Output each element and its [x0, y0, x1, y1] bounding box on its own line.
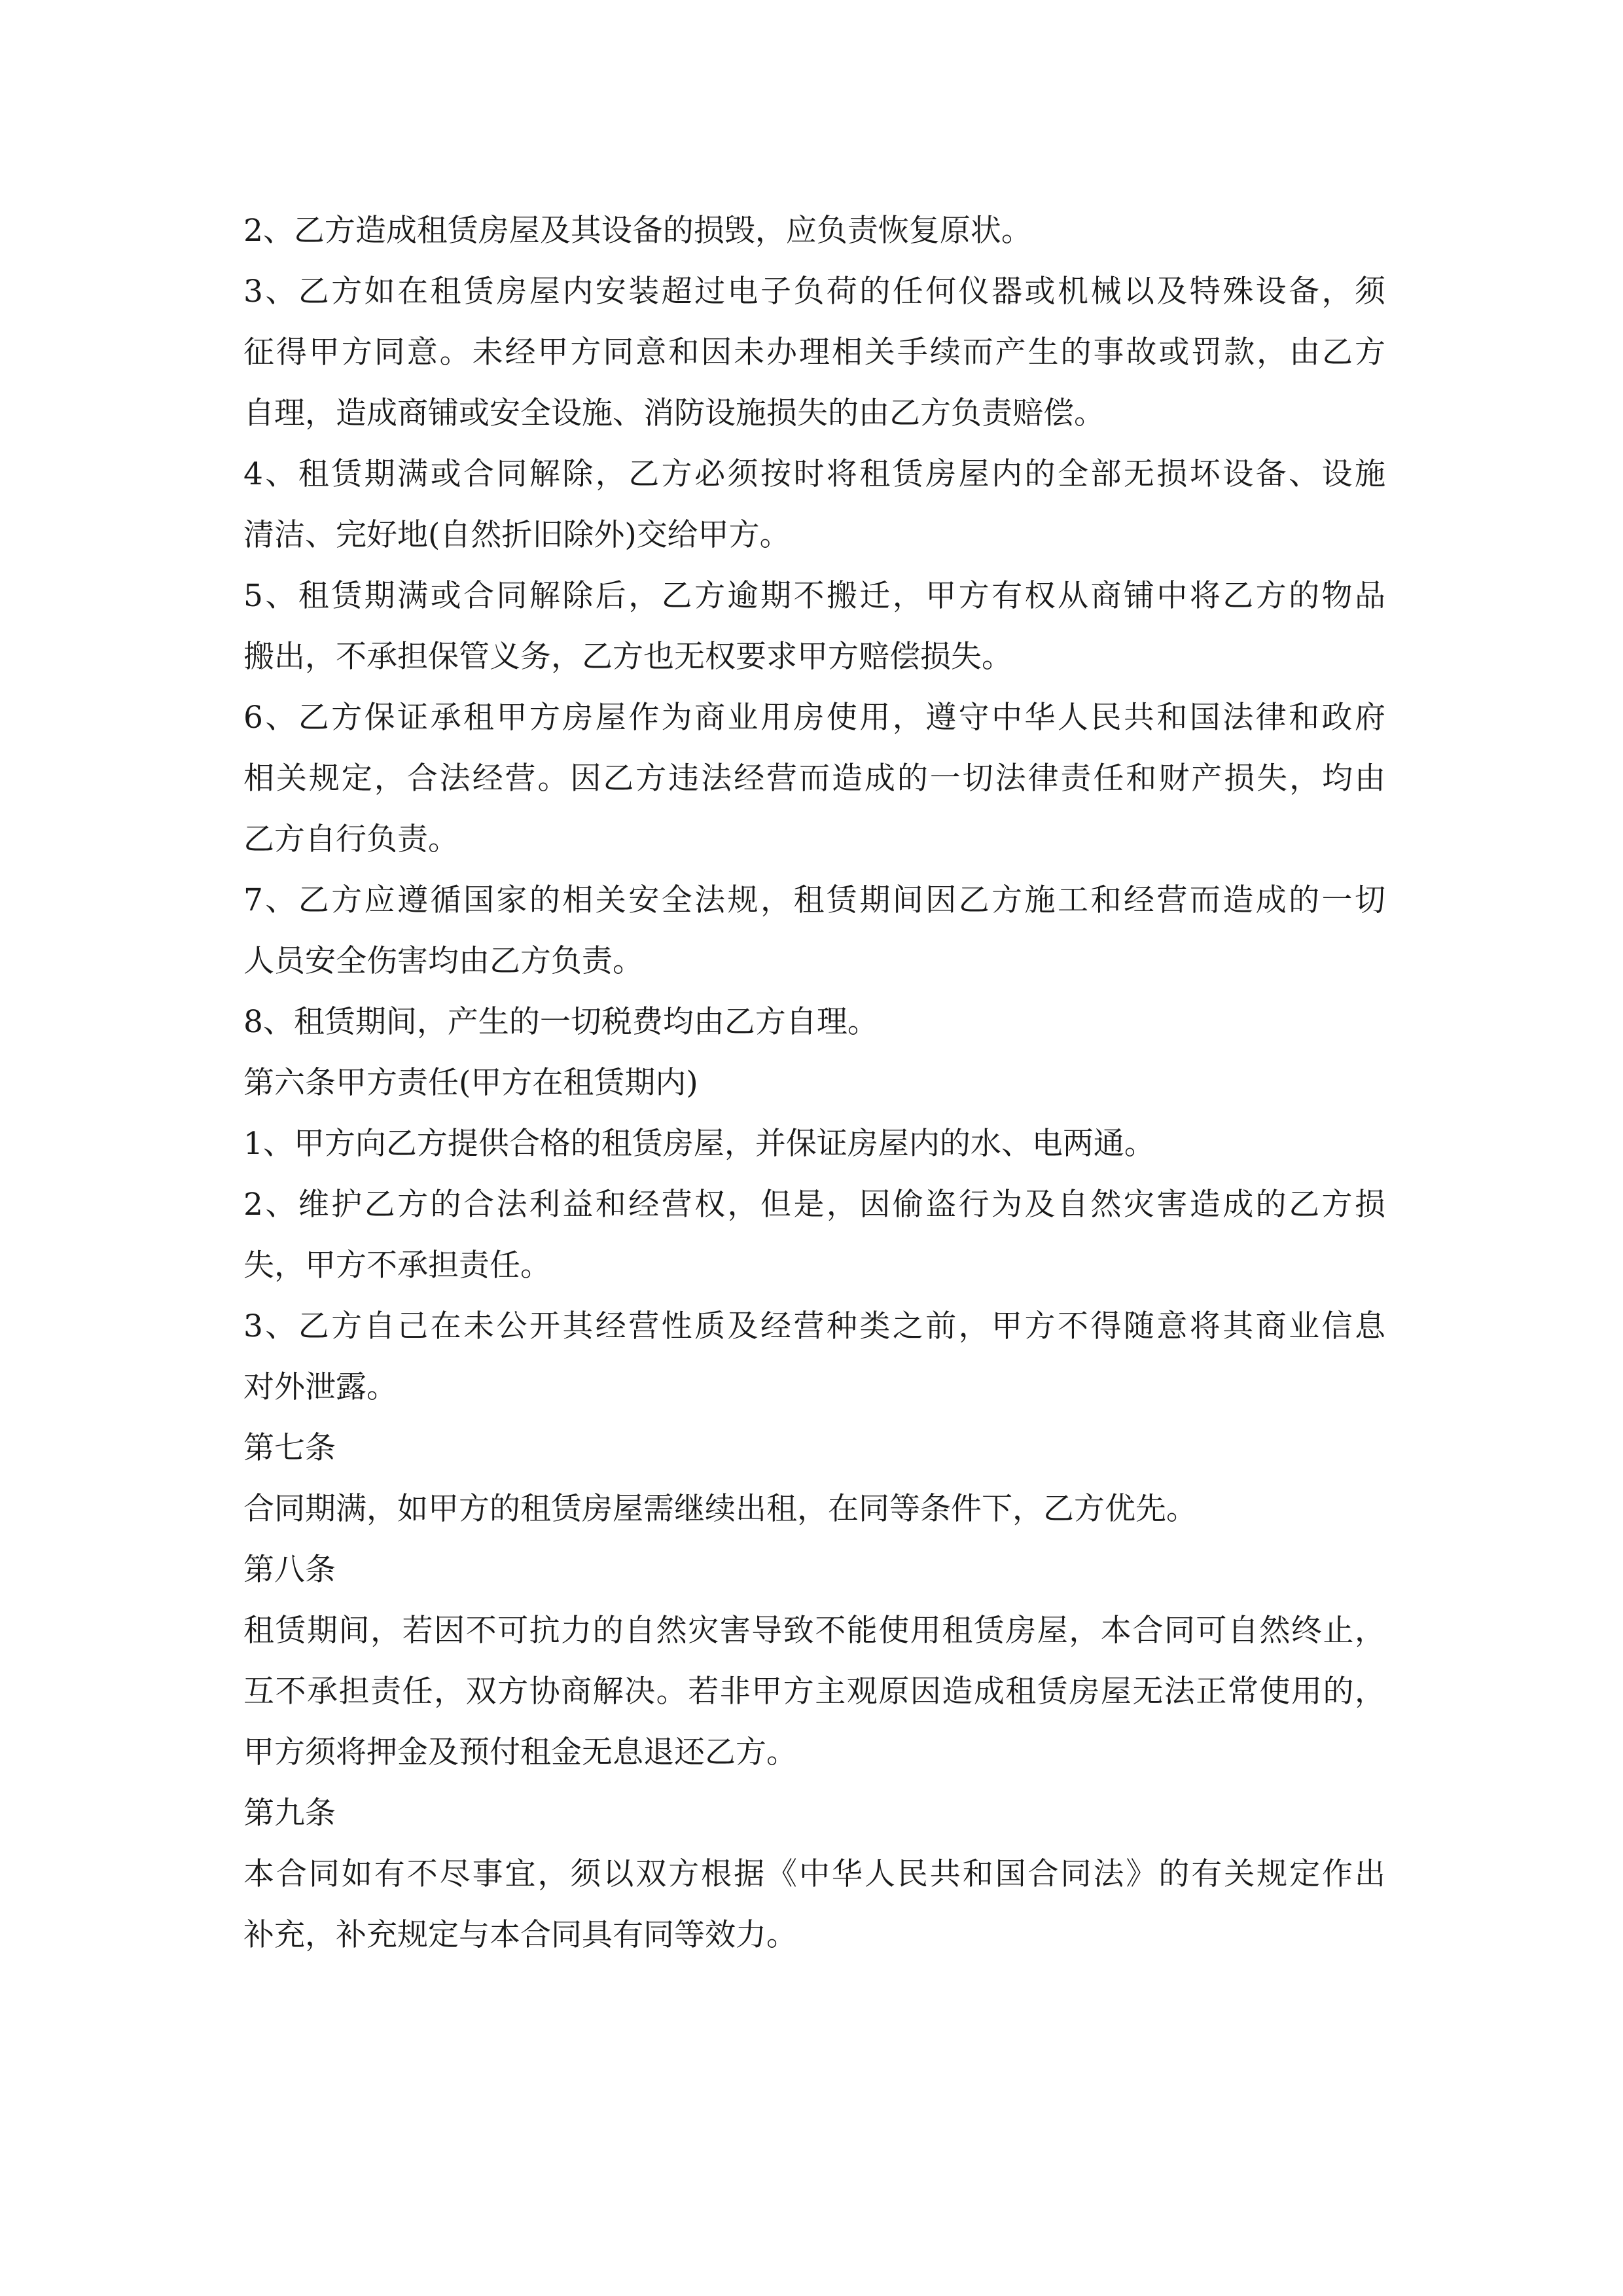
- text-line: 1、甲方向乙方提供合格的租赁房屋，并保证房屋内的水、电两通。: [243, 1126, 1155, 1162]
- text-line: 甲方须将押金及预付租金无息退还乙方。: [243, 1734, 797, 1770]
- article-6-item-2: [243, 1174, 1385, 1296]
- text-line: 3、乙方自己在未公开其经营性质及经营种类之前，甲方不得随意将其商业信息: [243, 1308, 1385, 1344]
- text-line: 8、租赁期间，产生的一切税费均由乙方自理。: [243, 1004, 878, 1040]
- clause-item-3: [243, 261, 1385, 444]
- article-9-heading: [243, 1783, 1385, 1844]
- article-8-body: [243, 1600, 1385, 1783]
- text-line: 合同期满，如甲方的租赁房屋需继续出租，在同等条件下，乙方优先。: [243, 1491, 1197, 1527]
- text-line: 第六条甲方责任(甲方在租赁期内): [243, 1065, 698, 1101]
- text-line: 补充，补充规定与本合同具有同等效力。: [243, 1917, 797, 1953]
- article-6-item-1: [243, 1113, 1385, 1174]
- clause-item-6: [243, 687, 1385, 870]
- text-line: 7、乙方应遵循国家的相关安全法规，租赁期间因乙方施工和经营而造成的一切: [243, 882, 1385, 918]
- text-line: 自理，造成商铺或安全设施、消防设施损失的由乙方负责赔偿。: [243, 395, 1105, 431]
- text-line: 乙方自行负责。: [243, 821, 459, 857]
- text-line: 对外泄露。: [243, 1369, 397, 1405]
- clause-item-5: [243, 565, 1385, 687]
- text-line: 5、租赁期满或合同解除后，乙方逾期不搬迁，甲方有权从商铺中将乙方的物品: [243, 578, 1385, 614]
- article-7-body: [243, 1479, 1385, 1539]
- document-body: [243, 200, 1385, 1965]
- text-line: 失，甲方不承担责任。: [243, 1247, 551, 1283]
- article-6-heading: [243, 1052, 1385, 1113]
- text-line: 租赁期间，若因不可抗力的自然灾害导致不能使用租赁房屋，本合同可自然终止，: [243, 1613, 1385, 1649]
- text-line: 搬出，不承担保管义务，乙方也无权要求甲方赔偿损失。: [243, 639, 1012, 675]
- text-line: 第九条: [243, 1795, 336, 1831]
- text-line: 2、维护乙方的合法利益和经营权，但是，因偷盗行为及自然灾害造成的乙方损: [243, 1187, 1385, 1223]
- text-line: 第八条: [243, 1552, 336, 1588]
- text-line: 3、乙方如在租赁房屋内安装超过电子负荷的任何仪器或机械以及特殊设备，须: [243, 274, 1385, 310]
- article-9-body: [243, 1844, 1385, 1965]
- article-8-heading: [243, 1539, 1385, 1600]
- text-line: 4、租赁期满或合同解除，乙方必须按时将租赁房屋内的全部无损坏设备、设施: [243, 456, 1385, 492]
- clause-item-7: [243, 870, 1385, 992]
- text-line: 征得甲方同意。未经甲方同意和因未办理相关手续而产生的事故或罚款，由乙方: [243, 334, 1385, 370]
- text-line: 6、乙方保证承租甲方房屋作为商业用房使用，遵守中华人民共和国法律和政府: [243, 700, 1385, 736]
- text-line: 人员安全伤害均由乙方负责。: [243, 943, 643, 979]
- text-line: 本合同如有不尽事宜，须以双方根据《中华人民共和国合同法》的有关规定作出: [243, 1856, 1385, 1892]
- text-line: 清洁、完好地(自然折旧除外)交给甲方。: [243, 517, 791, 553]
- article-7-heading: [243, 1418, 1385, 1479]
- text-line: 互不承担责任，双方协商解决。若非甲方主观原因造成租赁房屋无法正常使用的，: [243, 1674, 1385, 1710]
- text-line: 2、乙方造成租赁房屋及其设备的损毁，应负责恢复原状。: [243, 213, 1032, 249]
- text-line: 第七条: [243, 1430, 336, 1466]
- clause-item-8: [243, 992, 1385, 1052]
- text-line: 相关规定，合法经营。因乙方违法经营而造成的一切法律责任和财产损失，均由: [243, 761, 1385, 797]
- clause-item-2: [243, 200, 1385, 261]
- clause-item-4: [243, 444, 1385, 565]
- article-6-item-3: [243, 1296, 1385, 1418]
